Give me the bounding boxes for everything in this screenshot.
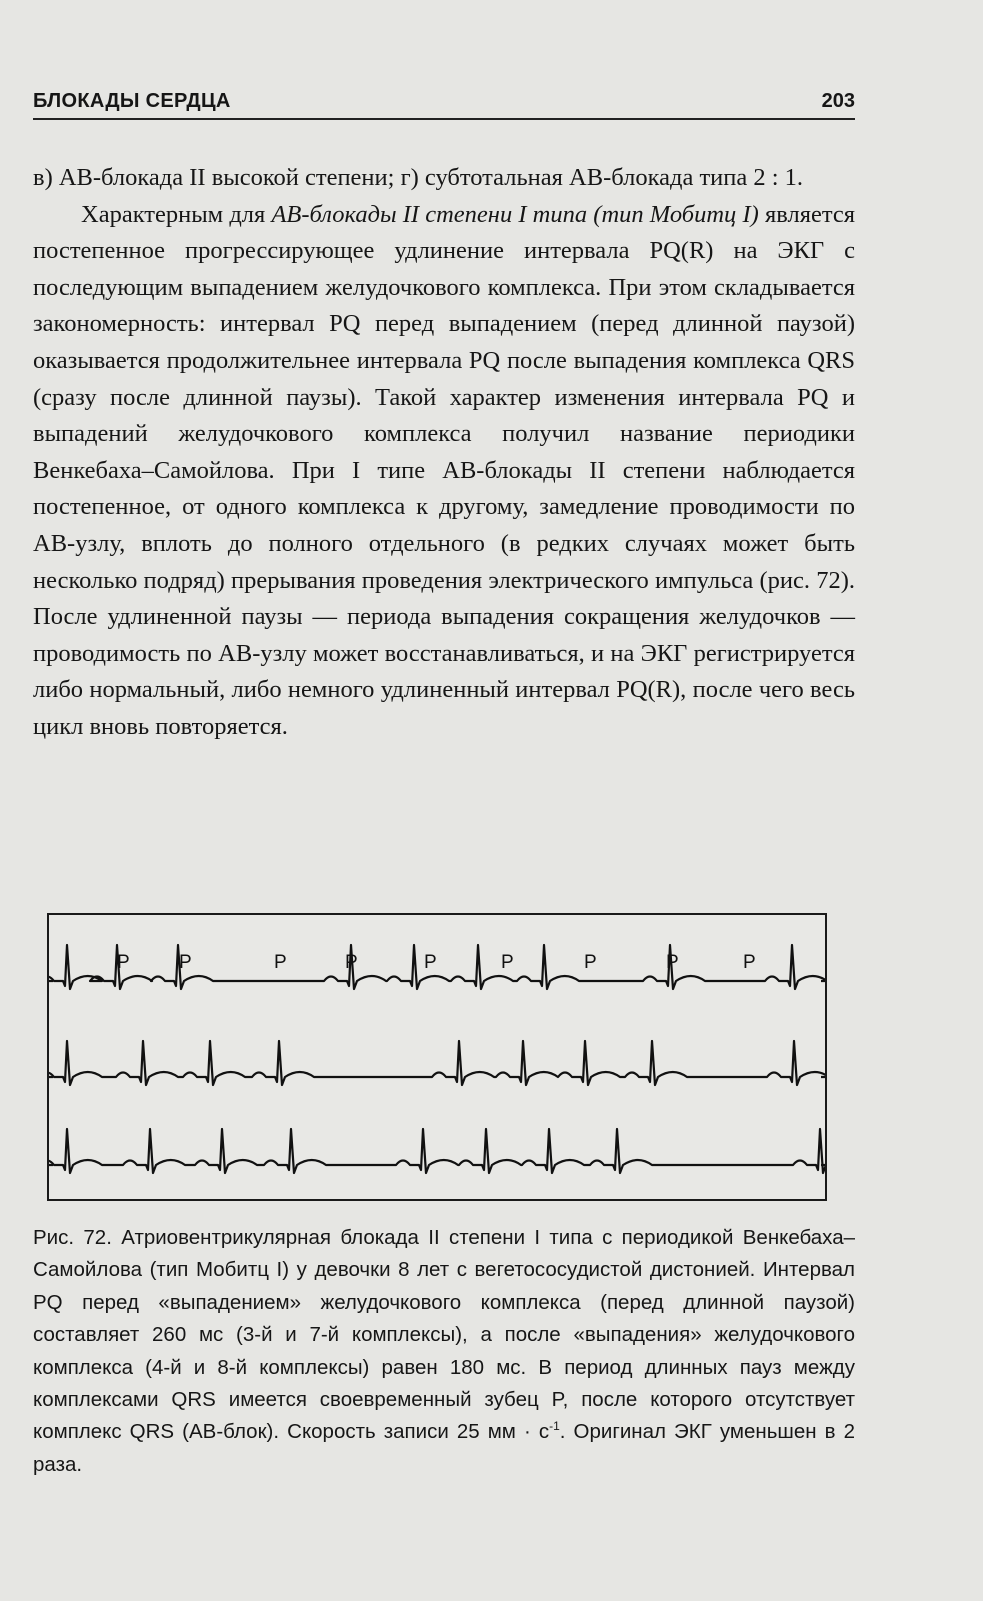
p-wave-label: P [743,952,756,973]
paragraph-1: в) АВ-блокада II высокой степени; г) субтотальная АВ-блокада типа 2 : 1. [33,164,804,191]
p-wave-label: P [345,952,358,973]
ecg-figure [47,913,827,1201]
body-text [33,160,855,746]
paragraph-2-rest: является постепенное прогрессирующее удлинение интервала PQ(R) на ЭКГ с последующим выпадением желудочкового комплекса. При этом складывается закономерность: интервал PQ перед выпадением (перед длинной паузой) оказывается продолжительнее интервала PQ после выпадения комплекса QRS (сразу после длинной паузы). Такой характер изменения интервала PQ и выпадений желудочкового комплекса получил название периодики Венкебаха–Самойлова. При I типе АВ-блокады II степени наблюдается постепенное, от одного комплекса к другому, замедление проводимости по АВ-узлу, вплоть до полного отдельного (в редких случаях может быть несколько подряд) прерывания проведения электрического импульса (рис. 72). После удлиненной паузы — периода выпадения сокращения желудочков — проводимость по АВ-узлу может восстанавливаться, и на ЭКГ регистрируется либо нормальный, либо немного удлиненный интервал PQ(R), после чего весь цикл вновь повторяется. [33,200,855,740]
ecg-lead-1 [49,945,825,989]
caption-superscript: -1 [549,1419,560,1434]
figure-caption [33,1222,855,1481]
page-header [33,88,855,120]
ecg-lead-2 [49,1041,825,1085]
paragraph-2 [33,197,855,746]
caption-main: Рис. 72. Атриовентрикулярная блокада II степени I типа с периодикой Венкебаха–Самойлова (тип Мобитц I) у девочки 8 лет с вегетососудистой дистонией. Интервал PQ перед «выпадением» желудочкового комплекса (перед длинной паузой) составляет 260 мс (3-й и 7-й комплексы), а после «выпадения» желудочкового комплекса (4-й и 8-й комплексы) равен 180 мс. В период длинных пауз между комплексами QRS имеется своевременный зубец P, после которого отсутствует комплекс QRS (АВ-блок). Скорость записи 25 мм · с [33,1226,855,1444]
paragraph-2-lead: Характерным для [81,200,272,228]
page-number: 203 [821,90,855,112]
p-wave-label: P [584,952,597,973]
p-wave-label: P [274,952,287,973]
p-wave-label: P [179,952,192,973]
p-wave-label: P [666,952,679,973]
ecg-lead-3 [49,1129,825,1173]
ecg-tracing [49,915,825,1199]
paragraph-2-term: АВ-блокады II степени I типа (тип Мобитц I) [271,200,759,228]
running-title: БЛОКАДЫ СЕРДЦА [33,90,231,112]
p-wave-label: P [117,952,130,973]
p-wave-label: P [424,952,437,973]
p-wave-label: P [501,952,514,973]
caption-tail: . Оригинал ЭКГ уменьшен в 2 раза. [33,1420,855,1476]
